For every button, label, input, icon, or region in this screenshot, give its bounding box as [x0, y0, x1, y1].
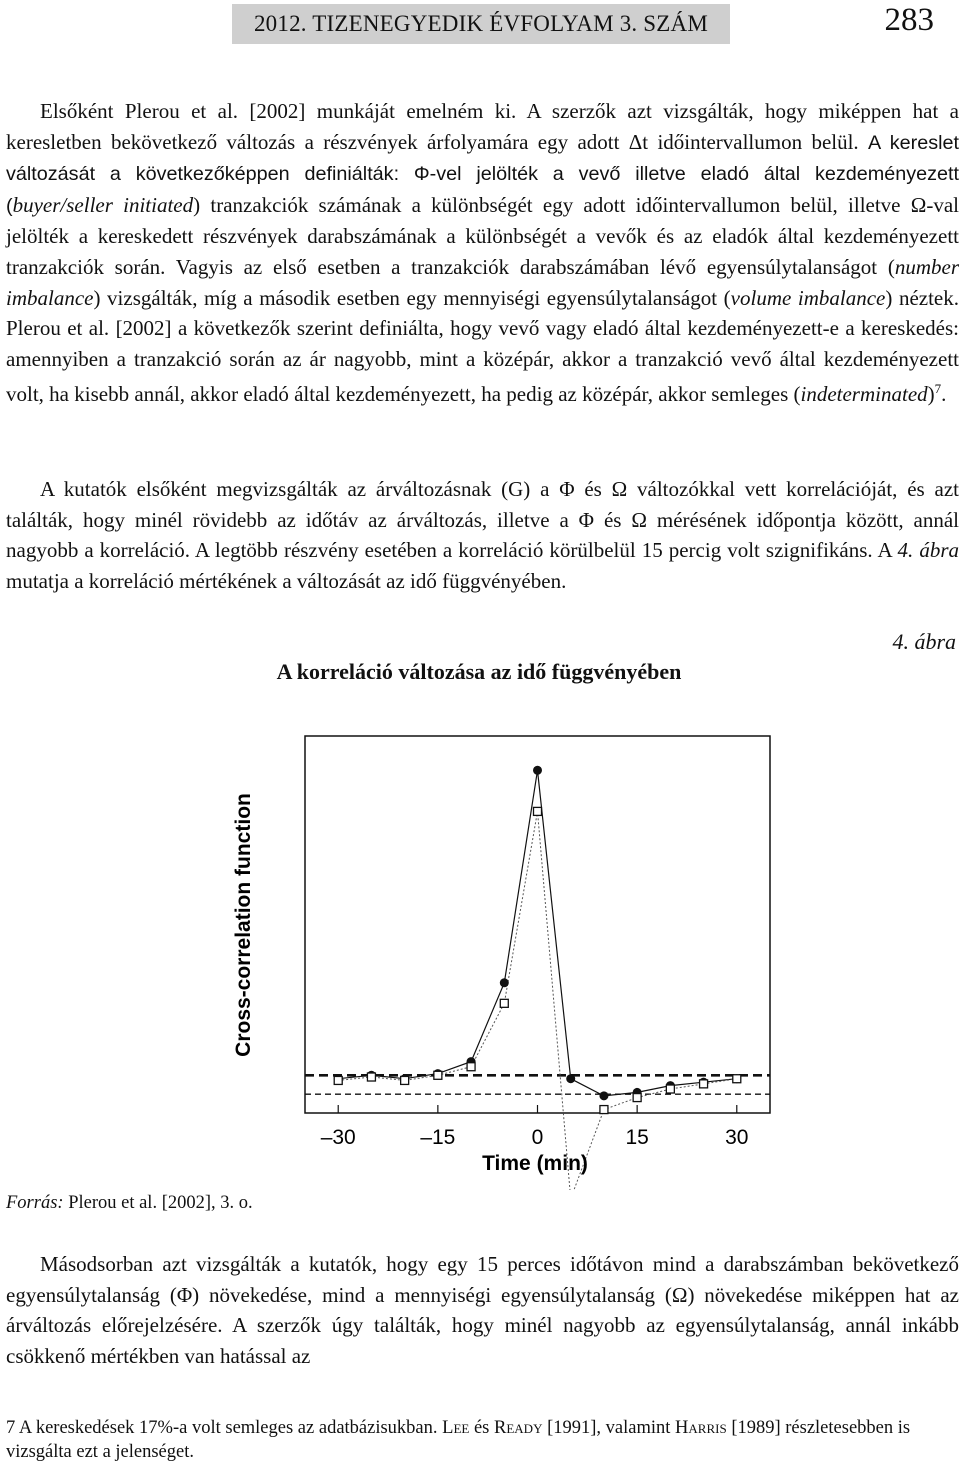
footnote-text-c: [1989] részletesebben is vizsgálta ezt a jelenséget. — [6, 1418, 911, 1462]
x-tick-label: –15 — [420, 1126, 456, 1149]
paragraph-1-text-e: ) vizsgálták, míg a második esetben egy mennyiségi egyensúlytalanságot ( — [93, 285, 731, 310]
series-1-point — [533, 766, 542, 775]
plot-frame — [305, 736, 770, 1113]
paragraph-1-text-f-end: ) — [927, 382, 935, 407]
x-tick-label: 30 — [725, 1126, 749, 1149]
footnote-ref: 7 — [934, 381, 942, 397]
paragraph-2-figure-ref: 4. ábra — [897, 538, 959, 563]
footnote-number: 7 — [6, 1418, 16, 1438]
paragraph-1-period: . — [941, 382, 947, 407]
footnote-text-a: A kereskedések 17%-a volt semleges az adatbázisukban. — [15, 1418, 443, 1438]
footnote-author-lee: Lee — [442, 1418, 470, 1438]
paragraph-1-text-f: ) néztek. Plerou et al. [2002] a következők szerint definiálta, hogy vevő vagy eladó által kezdeményezett-e a kereskedés: amennyiben a tranzakció során az ár nagyobb, mint a középár, akkor a tranzakció vevő által kezdeményezett volt, ha kisebb annál, akkor eladó által kezdeményezett, ha pedig az középár, akkor semleges ( — [6, 285, 959, 407]
cross-correlation-chart — [0, 700, 960, 1190]
paragraph-1-text-a: Elsőként Plerou et al. [2002] munkáját emelném ki. A szerzők azt vizsgálták, hogy miképpen hat a keresletben bekövetkező változás a részvények árfolyamára egy adott Δt időintervallumon belül. — [6, 99, 959, 154]
paragraph-2-text-a: A kutatók elsőként megvizsgálták az árváltozásnak (G) a Φ és Ω változókkal vett korrelációját, és azt találták, hogy minél rövidebb az időtáv az árváltozás, illetve a Φ és Ω mérésének időpontja között, annál nagyobb a korreláció. A legtöbb részvény esetében a korreláció körülbelül 15 percig volt szignifikáns. A — [6, 477, 959, 563]
series-2-point — [467, 1063, 475, 1071]
figure-source — [6, 1193, 253, 1214]
figure-title — [0, 659, 960, 685]
y-axis-label: Cross-correlation function — [232, 793, 255, 1057]
footnote — [6, 1416, 956, 1464]
series-2-point — [367, 1073, 375, 1081]
footnote-and: és — [469, 1418, 495, 1438]
x-tick-label: –30 — [320, 1126, 356, 1149]
figure-label: 4. ábra — [892, 629, 956, 654]
x-tick-label: 15 — [625, 1126, 649, 1149]
paragraph-2 — [6, 474, 959, 596]
paragraph-1-text-c: ) tranzakciók számának a különbségét egy adott időintervallumon belül, illetve Ω-val jelölték a kereskedett részvények darabszámának a különbségét a vevők és az eladók által kezdeményezett tranzakciók során. — [6, 192, 959, 279]
series-2-point — [600, 1106, 608, 1114]
paragraph-1-italic-f: indeterminated — [800, 382, 928, 407]
series-2-point — [401, 1076, 409, 1084]
series-2-point — [500, 999, 508, 1007]
journal-title: 2012. TIZENEGYEDIK ÉVFOLYAM 3. SZÁM — [253, 11, 709, 36]
series-1-point — [599, 1091, 608, 1100]
figure-title-text: A korreláció változása az idő függvényében — [276, 659, 682, 684]
footnote-text-b: [1991], valamint — [542, 1418, 676, 1438]
paragraph-3 — [6, 1249, 959, 1371]
paragraph-1-italic-b: buyer/seller initiated — [12, 192, 194, 217]
paragraph-1-italic-e: volume imbalance — [730, 285, 886, 310]
page-number: 283 — [884, 2, 934, 38]
paragraph-3-text: Másodsorban azt vizsgálták a kutatók, hogy egy 15 perces időtávon mind a darabszámban bekövetkező egyensúlytalanság (Φ) növekedése, mind a mennyiségi egyensúlytalanság (Ω) növekedése miképpen hat az árváltozás előrejelzésére. A szerzők úgy találták, hogy minél nagyobb az egyensúlytalanság, annál inkább csökkenő mértékben van hatással az — [6, 1252, 959, 1368]
series-1-point — [500, 978, 509, 987]
paragraph-1 — [6, 96, 959, 410]
series-2-point — [700, 1080, 708, 1088]
paragraph-1-italic-d: number imbalance — [6, 254, 959, 310]
journal-header — [232, 4, 730, 44]
series-2-point — [334, 1076, 342, 1084]
series-2-point — [666, 1085, 674, 1093]
paragraph-1-text-b: A kereslet változását a következőképpen definiálták: Φ-vel jelölték a vevő illetve eladó által kezdeményezett ( — [6, 131, 959, 217]
series-2-point — [534, 807, 542, 815]
source-text: Plerou et al. [2002], 3. o. — [63, 1193, 253, 1213]
series-2-point — [633, 1094, 641, 1102]
series-2-point — [434, 1071, 442, 1079]
x-axis-label: Time (min) — [482, 1152, 588, 1175]
x-tick-label: 0 — [531, 1126, 544, 1149]
footnote-author-harris: Harris — [675, 1418, 727, 1438]
paragraph-1-text-d: Vagyis az első esetben a tranzakciók darabszámában lévő egyensúlytalanságot ( — [165, 254, 895, 279]
series-2-point — [733, 1075, 741, 1083]
footnote-author-ready: Ready — [494, 1418, 543, 1438]
series-1-point — [566, 1074, 575, 1083]
source-label: Forrás: — [6, 1193, 64, 1213]
paragraph-2-text-b: mutatja a korreláció mértékének a változását az idő függvényében. — [6, 568, 567, 593]
